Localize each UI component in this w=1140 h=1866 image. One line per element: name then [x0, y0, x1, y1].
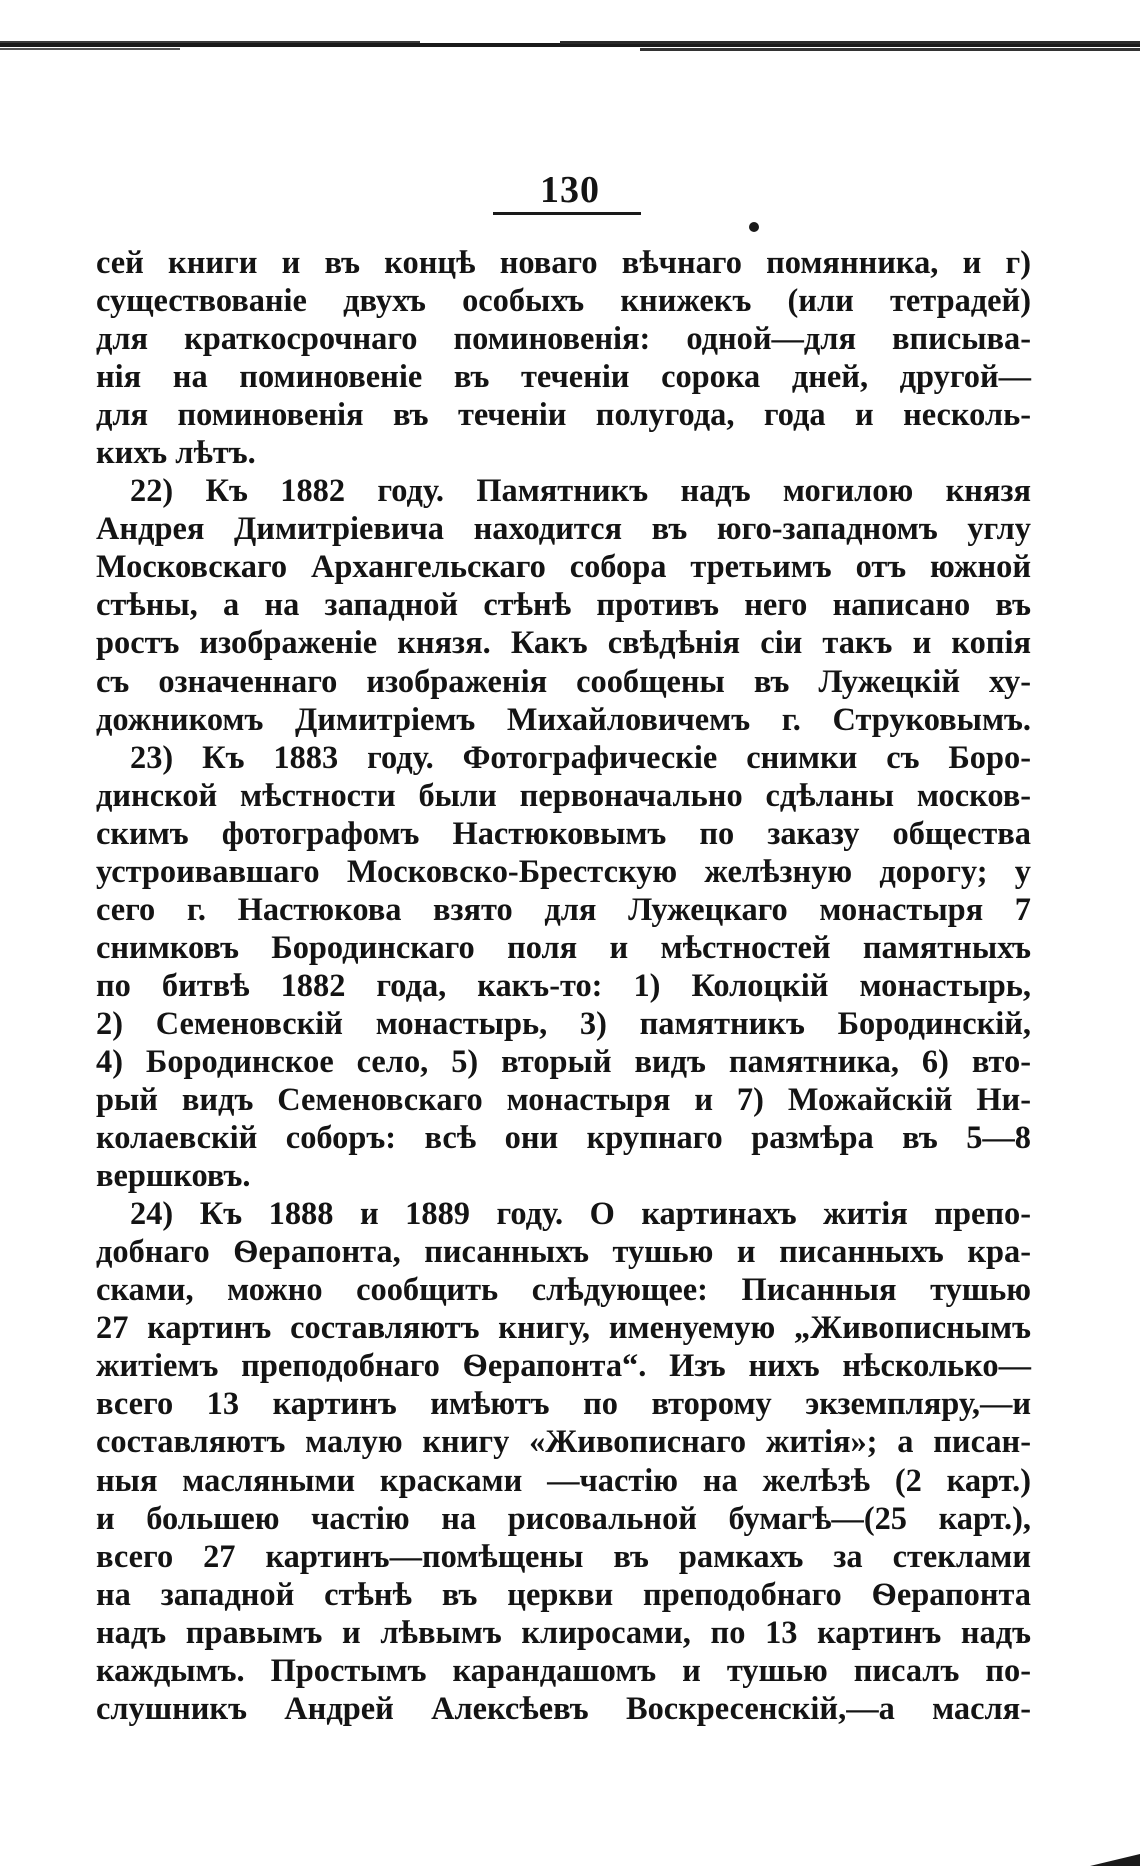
text-line: составляютъ малую книгу «Живописнаго житія»; а писан- — [96, 1424, 1031, 1461]
paragraph-22-start: 22) Къ 1882 году. Памятникъ надъ могилою князя — [130, 473, 1031, 510]
text-line: устроивавшаго Московско-Брестскую желѣзную дорогу; у — [96, 853, 1031, 890]
text-line: съ означеннаго изображенія сообщены въ Лужецкій ху- — [96, 663, 1031, 700]
text-line: колаевскій соборъ: всѣ они крупнаго размѣра въ 5—8 — [96, 1120, 1031, 1157]
page-body-text — [96, 244, 1031, 1728]
text-line: на западной стѣнѣ въ церкви преподобнаго Ѳерапонта — [96, 1576, 1031, 1613]
scan-corner-mark — [1080, 1846, 1140, 1866]
text-line: стѣны, а на западной стѣнѣ противъ него написано въ — [96, 587, 1031, 624]
text-line: нія на поминовеніе въ теченіи сорока дней, другой— — [96, 359, 1031, 396]
text-line: и большею частію на рисовальной бумагѣ—(25 карт.), — [96, 1500, 1031, 1537]
text-line: кихъ лѣтъ. — [96, 435, 256, 472]
text-line: динской мѣстности были первоначально сдѣланы москов- — [96, 777, 1031, 814]
text-line: вершковъ. — [96, 1158, 251, 1195]
text-line: для поминовенія въ теченіи полугода, года и несколь- — [96, 397, 1031, 434]
text-line: надъ правымъ и лѣвымъ клиросами, по 13 картинъ надъ — [96, 1614, 1031, 1651]
text-line: рый видъ Семеновскаго монастыря и 7) Можайскій Ни- — [96, 1082, 1031, 1119]
page-number: 130 — [540, 169, 600, 211]
text-line: добнаго Ѳерапонта, писанныхъ тушью и писанныхъ кра- — [96, 1234, 1031, 1271]
top-border-rule — [0, 40, 1140, 54]
text-line: Московскаго Архангельскаго собора третьимъ отъ южной — [96, 549, 1031, 586]
paragraph-24-start: 24) Къ 1888 и 1889 году. О картинахъ житія препо- — [130, 1196, 1031, 1233]
text-line: всего 27 картинъ—помѣщены въ рамкахъ за стеклами — [96, 1538, 1031, 1575]
text-line: скимъ фотографомъ Настюковымъ по заказу общества — [96, 815, 1031, 852]
text-line: 2) Семеновскій монастырь, 3) памятникъ Бородинскій, — [96, 1005, 1031, 1042]
text-line: сего г. Настюкова взято для Лужецкаго монастыря 7 — [96, 891, 1031, 928]
page-number-underline — [493, 212, 641, 215]
text-line: Андрея Димитріевича находится въ юго-западномъ углу — [96, 511, 1031, 548]
text-line: по битвѣ 1882 года, какъ-то: 1) Колоцкій монастырь, — [96, 967, 1031, 1004]
text-line: слушникъ Андрей Алексѣевъ Воскресенскій,—а масля- — [96, 1690, 1031, 1727]
ink-dot-mark — [749, 222, 759, 232]
paragraph-23-start: 23) Къ 1883 году. Фотографическіе снимки съ Боро- — [130, 739, 1031, 776]
text-line: всего 13 картинъ имѣютъ по второму экземпляру,—и — [96, 1386, 1031, 1423]
text-line: существованіе двухъ особыхъ книжекъ (или тетрадей) — [96, 283, 1031, 320]
text-line: сками, можно сообщить слѣдующее: Писанныя тушью — [96, 1272, 1031, 1309]
text-line: снимковъ Бородинскаго поля и мѣстностей памятныхъ — [96, 929, 1031, 966]
text-line: ныя масляными красками —частію на желѣзѣ (2 карт.) — [96, 1462, 1031, 1499]
text-line: 27 картинъ составляютъ книгу, именуемую „Живописнымъ — [96, 1310, 1031, 1347]
text-line: 4) Бородинское село, 5) вторый видъ памятника, 6) вто- — [96, 1043, 1031, 1080]
text-line: житіемъ преподобнаго Ѳерапонта“. Изъ нихъ нѣсколько— — [96, 1348, 1031, 1385]
text-line: ростъ изображеніе князя. Какъ свѣдѣнія сіи такъ и копія — [96, 625, 1031, 662]
text-line: дожникомъ Димитріемъ Михайловичемъ г. Струковымъ. — [96, 701, 1031, 738]
text-line: каждымъ. Простымъ карандашомъ и тушью писалъ по- — [96, 1652, 1031, 1689]
text-line: для краткосрочнаго поминовенія: одной—для вписыва- — [96, 321, 1031, 358]
text-line: сей книги и въ концѣ новаго вѣчнаго помянника, и г) — [96, 245, 1031, 281]
